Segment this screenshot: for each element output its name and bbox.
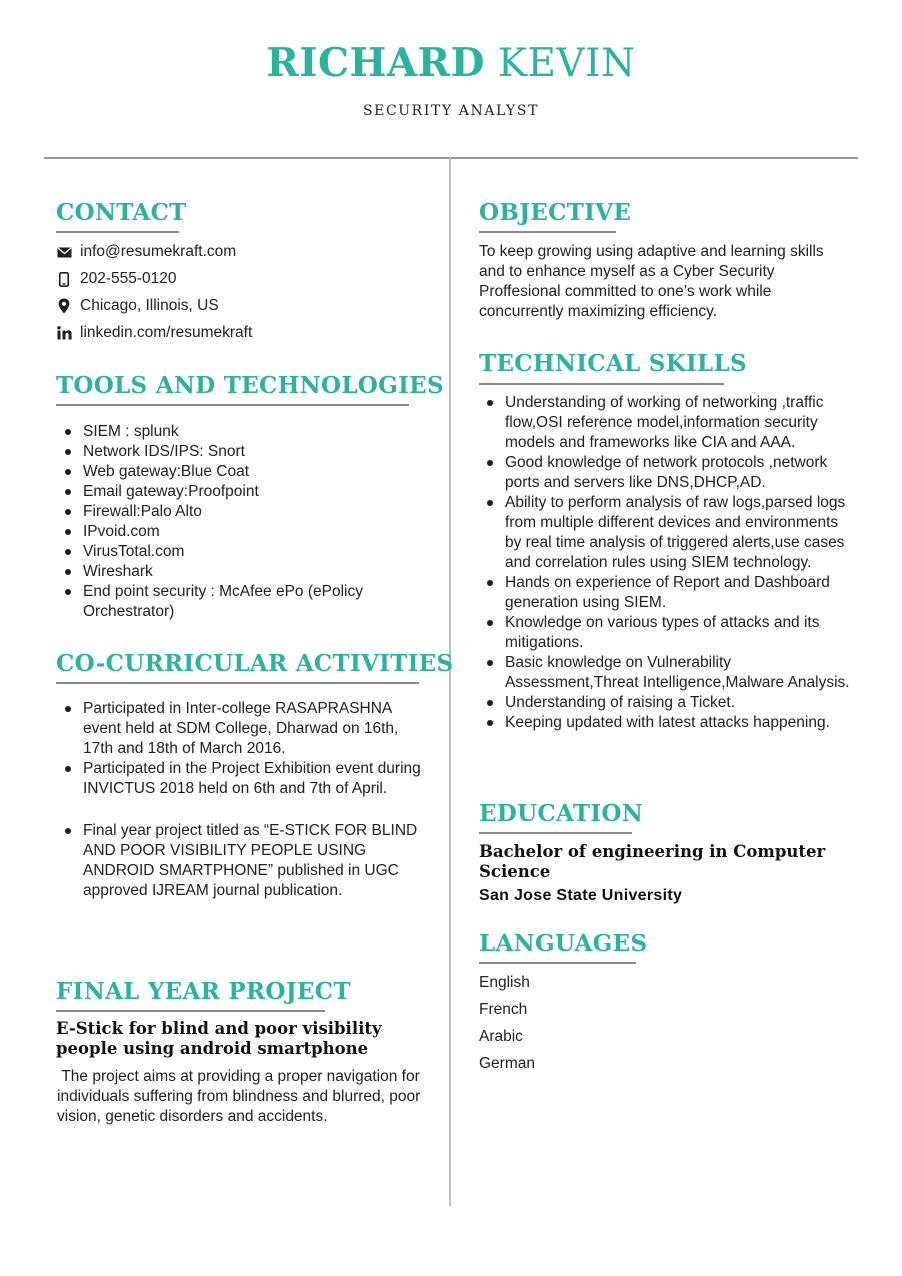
list-item: Final year project titled as “E-STICK FOR BLIND AND POOR VISIBILITY PEOPLE USING ANDROID SMARTPHONE” published in UGC approved IJREAM journal publication. [57, 821, 422, 901]
objective-heading-rule [479, 231, 616, 233]
list-item: Understanding of raising a Ticket. [479, 693, 851, 713]
last-name: KEVIN [497, 41, 636, 86]
project-name: E-Stick for blind and poor visibility people using android smartphone [56, 1019, 382, 1058]
linkedin-icon [56, 325, 72, 341]
activities-heading: CO-CURRICULAR ACTIVITIES [56, 650, 454, 677]
list-item: Web gateway:Blue Coat [57, 462, 387, 482]
list-item: Keeping updated with latest attacks happening. [479, 713, 851, 733]
list-item: SIEM : splunk [57, 422, 387, 442]
list-item: Participated in Inter-college RASAPRASHNA event held at SDM College, Dharwad on 16th, 17th and 18th of March 2016. [57, 699, 422, 759]
list-item: Email gateway:Proofpoint [57, 482, 387, 502]
activities-heading-rule [56, 682, 419, 684]
list-item: VirusTotal.com [57, 542, 387, 562]
email-text[interactable]: info@resumekraft.com [80, 243, 237, 260]
project-description: The project aims at providing a proper navigation for individuals suffering from blindness and blurred, poor vision, genetic disorders and accidents. [57, 1068, 425, 1125]
skills-heading-rule [479, 383, 724, 385]
activities-list [57, 699, 422, 901]
list-item: Firewall:Palo Alto [57, 502, 387, 522]
list-item: Understanding of working of networking ,traffic flow,OSI reference model,information security models and frameworks like CIA and AAA. [479, 393, 851, 453]
candidate-name [0, 40, 902, 86]
language-item: French [479, 1001, 528, 1018]
contact-location [56, 295, 219, 317]
language-item: Arabic [479, 1028, 523, 1045]
skills-list [479, 393, 851, 733]
first-name: RICHARD [266, 40, 485, 86]
project-heading: FINAL YEAR PROJECT [56, 978, 351, 1005]
contact-email [56, 241, 236, 263]
header-divider [44, 157, 858, 159]
school: San Jose State University [479, 887, 683, 904]
tools-list [57, 422, 387, 622]
objective-heading: OBJECTIVE [479, 199, 632, 226]
list-item: Hands on experience of Report and Dashboard generation using SIEM. [479, 573, 851, 613]
language-item: English [479, 974, 530, 991]
languages-heading: LANGUAGES [479, 930, 648, 957]
tools-heading: TOOLS AND TECHNOLOGIES [56, 372, 444, 399]
language-item: German [479, 1055, 535, 1072]
envelope-icon [56, 244, 72, 260]
list-item: Good knowledge of network protocols ,network ports and servers like DNS,DHCP,AD. [479, 453, 851, 493]
degree: Bachelor of engineering in Computer Science [479, 842, 826, 881]
phone-text: 202-555-0120 [80, 270, 177, 287]
phone-icon [56, 271, 72, 287]
list-item: Basic knowledge on Vulnerability Assessment,Threat Intelligence,Malware Analysis. [479, 653, 851, 693]
list-item: Ability to perform analysis of raw logs,parsed logs from multiple different devices and environments by real time analysis of triggered alerts,use cases and correlation rules using SIEM technology. [479, 493, 851, 573]
list-item: End point security : McAfee ePo (ePolicy Orchestrator) [57, 582, 387, 622]
skills-heading: TECHNICAL SKILLS [479, 350, 747, 377]
linkedin-text[interactable]: linkedin.com/resumekraft [80, 324, 253, 341]
education-heading-rule [479, 832, 632, 834]
project-heading-rule [56, 1010, 325, 1012]
map-pin-icon [56, 298, 72, 314]
objective-text: To keep growing using adaptive and learning skills and to enhance myself as a Cyber Security Proffesional committed to one’s work while concurrently maximizing efficiency. [479, 243, 824, 320]
list-item: Wireshark [57, 562, 387, 582]
education-heading: EDUCATION [479, 800, 644, 827]
contact-phone [56, 268, 177, 290]
list-item: IPvoid.com [57, 522, 387, 542]
languages-heading-rule [479, 962, 636, 964]
location-text: Chicago, Illinois, US [80, 297, 219, 314]
contact-linkedin [56, 322, 252, 344]
job-title: SECURITY ANALYST [362, 103, 540, 119]
tools-heading-rule [56, 404, 409, 406]
contact-heading-rule [56, 231, 179, 233]
contact-heading: CONTACT [56, 199, 187, 226]
list-item: Knowledge on various types of attacks and its mitigations. [479, 613, 851, 653]
list-item: Participated in the Project Exhibition event during INVICTUS 2018 held on 6th and 7th of April. [57, 759, 422, 799]
column-divider [449, 158, 451, 1206]
list-item: Network IDS/IPS: Snort [57, 442, 387, 462]
